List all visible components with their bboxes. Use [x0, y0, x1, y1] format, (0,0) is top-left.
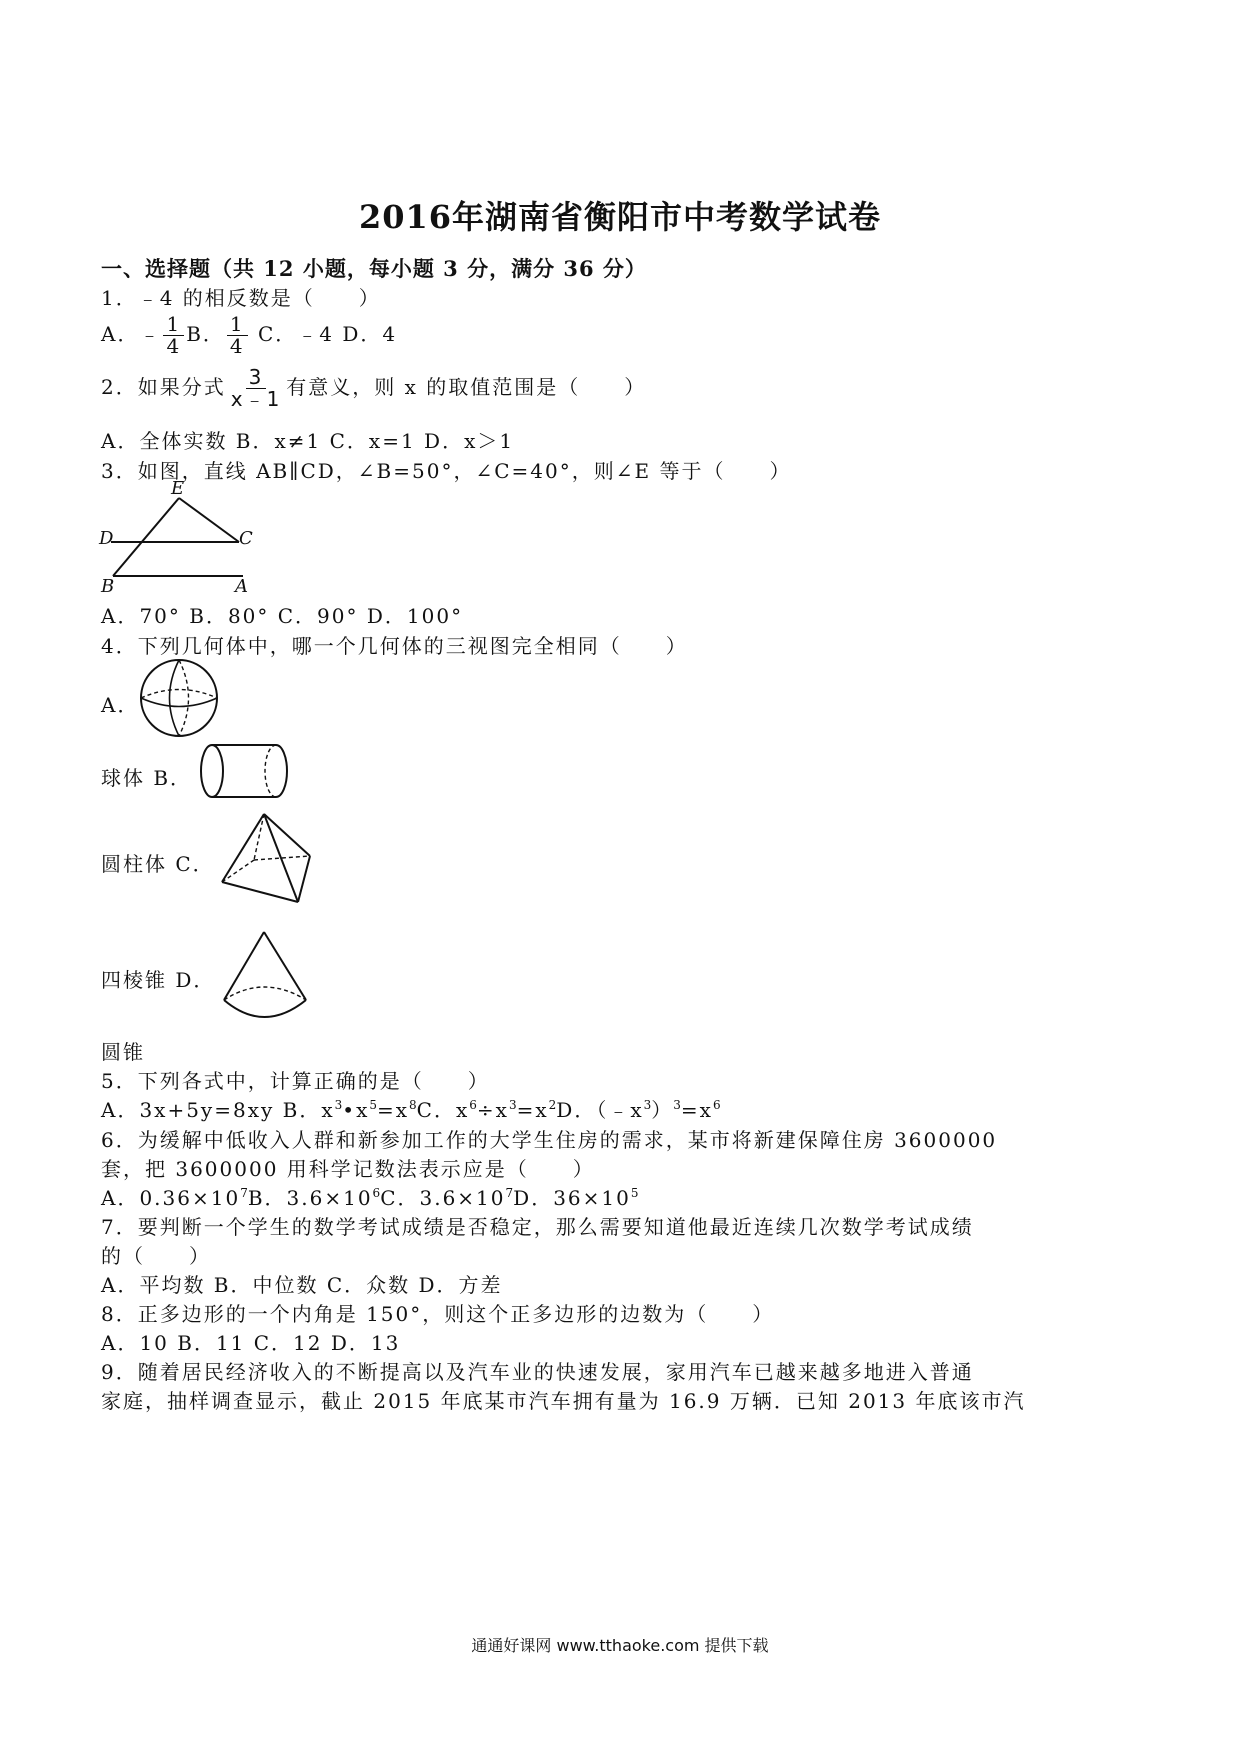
fraction-b-den: 4 [229, 334, 245, 358]
option-b-prefix: B． [186, 322, 225, 346]
question-8-options: A．10 B．11 C．12 D．13 [101, 1331, 401, 1355]
q5-exp-4: 6 [469, 1098, 477, 1112]
fraction-a-num: 1 [163, 314, 184, 336]
q5-exp-1: 3 [334, 1098, 343, 1112]
question-1-options [101, 314, 397, 357]
question-6-line-2: 套，把 3600000 用科学记数法表示应是（ ） [101, 1157, 595, 1181]
q6-option-b: B．3.6×10 [247, 1186, 373, 1210]
question-8-stem: 8．正多边形的一个内角是 150°，则这个正多边形的边数为（ ） [101, 1302, 775, 1326]
label-a: A [235, 576, 248, 596]
q6-option-c: C．3.6×10 [380, 1186, 506, 1210]
option-a-prefix: A．﹣ [101, 322, 162, 346]
q6-exp-b: 6 [372, 1186, 381, 1200]
question-9-line-1: 9．随着居民经济收入的不断提高以及汽车业的快速发展，家用汽车已越来越多地进入普通 [101, 1360, 974, 1384]
parallel-lines-figure [95, 478, 265, 596]
q6-exp-c: 7 [505, 1186, 514, 1200]
question-6-options [101, 1182, 639, 1211]
q2-suffix: 有意义，则 x 的取值范围是（ ） [286, 375, 647, 399]
option-a-label: A． [101, 693, 140, 717]
option-c-label: 圆柱体 C． [101, 852, 215, 876]
line-be [113, 498, 179, 576]
q5-exp-7: 3 [643, 1098, 652, 1112]
question-7-line-1: 7．要判断一个学生的数学考试成绩是否稳定，那么需要知道他最近连续几次数学考试成绩 [101, 1215, 974, 1239]
q5-text-4: ÷x [476, 1098, 509, 1122]
question-2-options: A．全体实数 B．x≠1 C．x=1 D．x＞1 [101, 429, 515, 453]
question-3-stem: 3．如图，直线 AB∥CD，∠B=50°，∠C=40°，则∠E 等于（ ） [101, 459, 792, 483]
q5-exp-2: 5 [369, 1098, 377, 1112]
q5-exp-6: 2 [548, 1098, 557, 1112]
option-d-label: 四棱锥 D． [101, 968, 216, 992]
q2-fraction [228, 367, 285, 410]
options-rest: C．﹣4 D．4 [249, 322, 398, 346]
question-5-options [101, 1094, 721, 1123]
section-heading: 一、选择题（共 12 小题，每小题 3 分，满分 36 分） [101, 256, 647, 281]
q6-option-d: D．36×10 [513, 1186, 631, 1210]
question-9-line-2: 家庭，抽样调查显示，截止 2015 年底某市汽车拥有量为 16.9 万辆．已知 2013 年底该市汽 [101, 1389, 1026, 1413]
q2-fraction-den: x﹣1 [230, 387, 282, 411]
q5-text-7: ） [651, 1098, 674, 1122]
q5-text-6: D．（﹣x [556, 1098, 644, 1122]
question-4-stem: 4．下列几何体中，哪一个几何体的三视图完全相同（ ） [101, 634, 688, 658]
footer-credit: 通通好课网 www.tthaoke.com 提供下载 [471, 1636, 769, 1655]
q2-fraction-num: 3 [246, 367, 267, 389]
q5-exp-9: 6 [712, 1098, 721, 1112]
q6-exp-a: 7 [240, 1186, 248, 1200]
option-b-label: 球体 B． [101, 766, 193, 790]
label-d: D [99, 528, 114, 549]
q5-exp-5: 3 [508, 1098, 517, 1112]
fraction-b [227, 314, 248, 357]
q6-exp-d: 5 [630, 1186, 639, 1200]
cone-label: 圆锥 [101, 1040, 145, 1064]
question-1-stem: 1．﹣4 的相反数是（ ） [101, 286, 381, 310]
q2-prefix: 2．如果分式 [101, 375, 226, 399]
q5-exp-8: 3 [673, 1098, 681, 1112]
question-2-stem [101, 367, 646, 410]
question-6-line-1: 6．为缓解中低收入人群和新参加工作的大学生住房的需求，某市将新建保障住房 3600000 [101, 1128, 998, 1152]
fraction-a-den: 4 [166, 334, 182, 358]
cylinder-icon [196, 742, 291, 802]
fraction-a [163, 314, 184, 357]
sphere-icon [138, 657, 220, 739]
question-7-options: A．平均数 B．中位数 C．众数 D．方差 [101, 1273, 503, 1297]
label-e: E [171, 478, 185, 499]
q5-text-3: C．x [416, 1098, 470, 1122]
question-3-options: A．70° B．80° C．90° D．100° [101, 604, 464, 628]
page-title: 2016年湖南省衡阳市中考数学试卷 [358, 198, 882, 236]
q5-text-8: =x [680, 1098, 713, 1122]
q5-text-a: A．3x+5y=8xy B．x [101, 1098, 335, 1122]
q5-exp-3: 8 [409, 1098, 417, 1112]
line-ec [179, 498, 239, 542]
cone-icon [216, 928, 316, 1026]
q5-text-1: •x [342, 1098, 370, 1122]
q5-text-5: =x [516, 1098, 549, 1122]
q5-text-2: =x [376, 1098, 410, 1122]
label-c: C [239, 528, 253, 549]
question-7-line-2: 的（ ） [101, 1244, 211, 1268]
q6-option-a: A．0.36×10 [101, 1186, 241, 1210]
question-5-stem: 5．下列各式中，计算正确的是（ ） [101, 1069, 490, 1093]
pyramid-icon [218, 808, 318, 908]
label-b: B [101, 576, 115, 596]
fraction-b-num: 1 [227, 314, 248, 336]
